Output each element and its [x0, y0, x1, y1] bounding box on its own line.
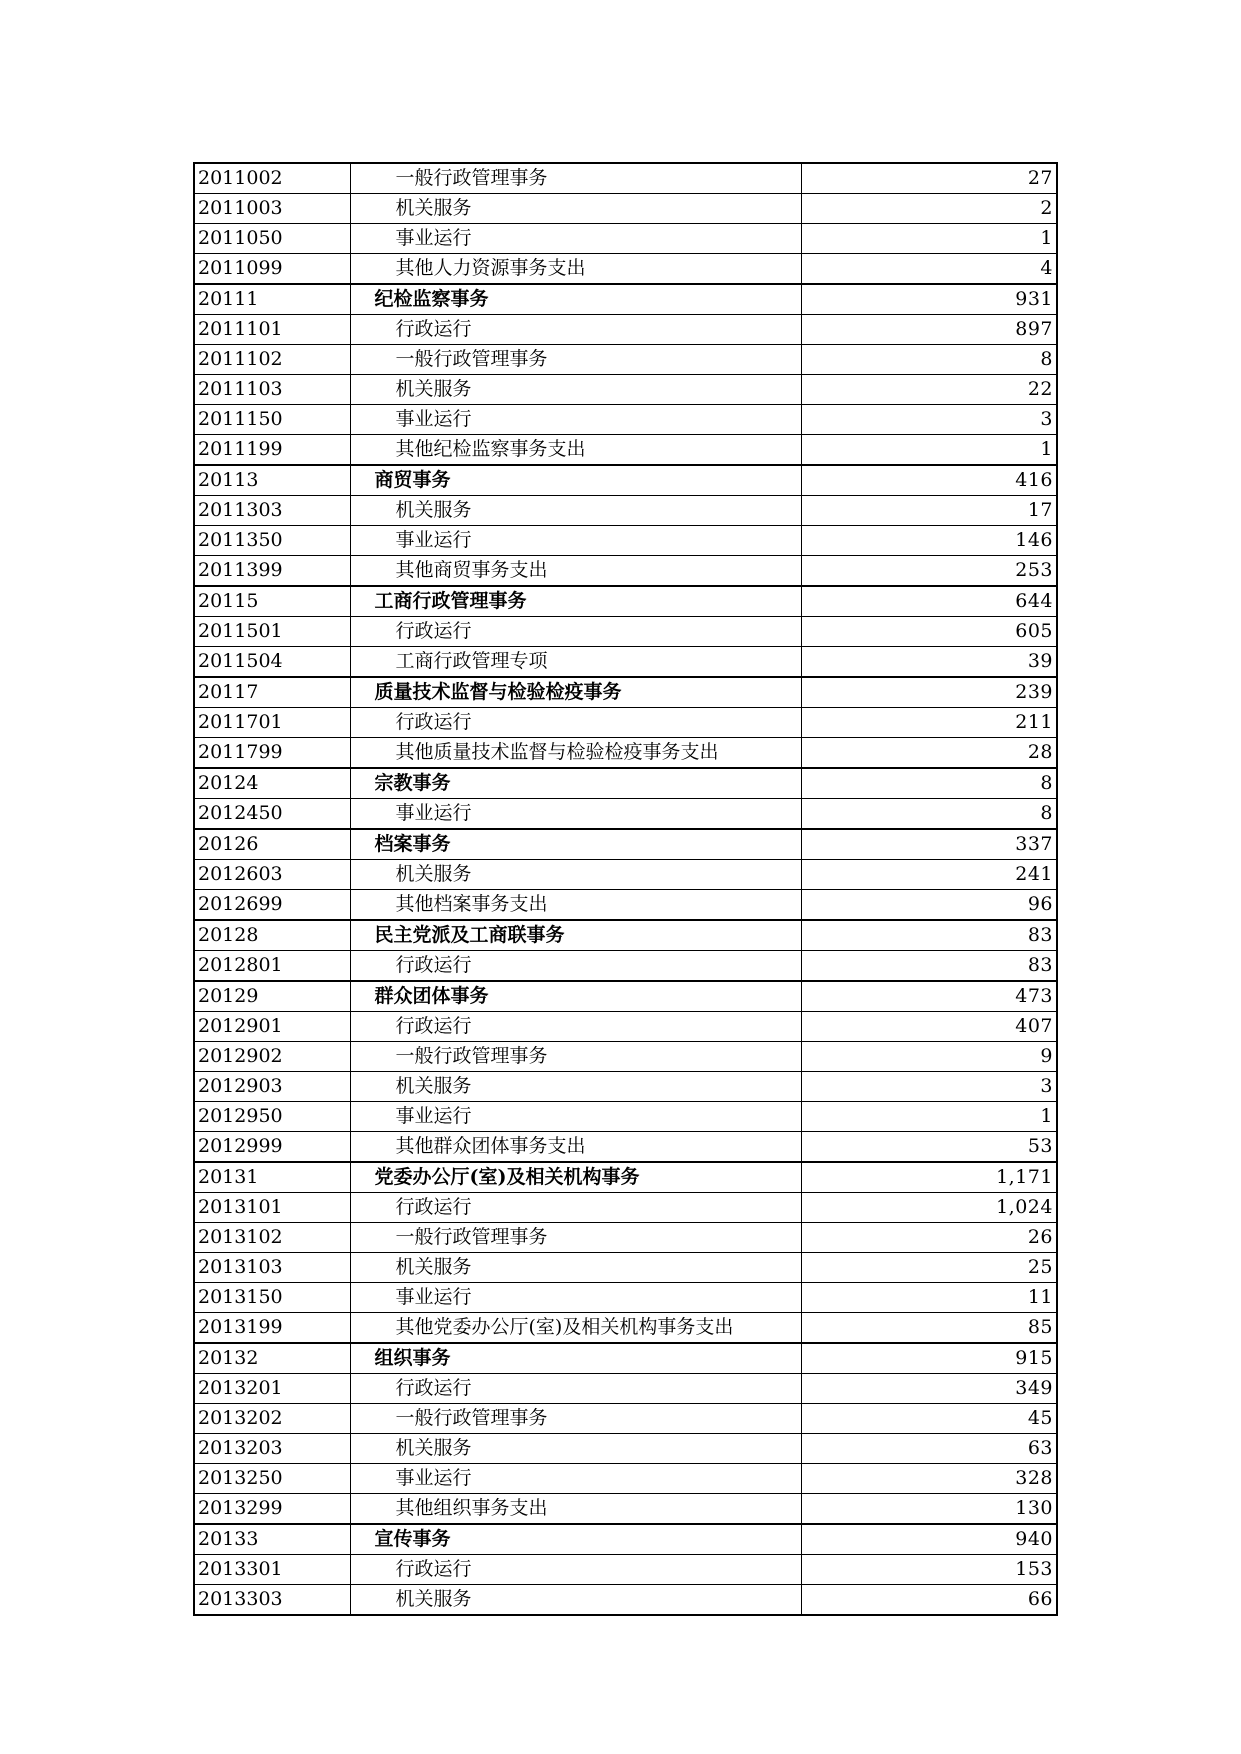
amount-value: 83	[801, 920, 1057, 951]
amount-value: 96	[801, 890, 1057, 921]
item-row	[194, 1132, 1057, 1163]
category-row	[194, 1162, 1057, 1193]
subject-code: 20111	[194, 284, 350, 315]
item-name: 行政运行	[350, 1374, 801, 1404]
subject-code: 2012901	[194, 1012, 350, 1042]
amount-value: 644	[801, 586, 1057, 617]
amount-value: 4	[801, 254, 1057, 285]
amount-value: 605	[801, 617, 1057, 647]
item-row	[194, 1374, 1057, 1404]
category-name: 组织事务	[350, 1343, 801, 1374]
amount-value: 940	[801, 1524, 1057, 1555]
subject-code: 2012699	[194, 890, 350, 921]
item-name: 一般行政管理事务	[350, 1042, 801, 1072]
subject-code: 20124	[194, 768, 350, 799]
item-name: 一般行政管理事务	[350, 345, 801, 375]
amount-value: 83	[801, 951, 1057, 982]
category-name: 宣传事务	[350, 1524, 801, 1555]
amount-value: 1	[801, 224, 1057, 254]
item-row	[194, 194, 1057, 224]
amount-value: 1,171	[801, 1162, 1057, 1193]
subject-code: 2011701	[194, 708, 350, 738]
subject-code: 2011101	[194, 315, 350, 345]
amount-value: 241	[801, 860, 1057, 890]
amount-value: 1	[801, 435, 1057, 466]
subject-code: 20129	[194, 981, 350, 1012]
amount-value: 153	[801, 1555, 1057, 1585]
item-row	[194, 1042, 1057, 1072]
item-row	[194, 1404, 1057, 1434]
subject-code: 2013101	[194, 1193, 350, 1223]
category-row	[194, 768, 1057, 799]
item-row	[194, 1012, 1057, 1042]
item-name: 机关服务	[350, 1434, 801, 1464]
category-row	[194, 1524, 1057, 1555]
subject-code: 2011399	[194, 556, 350, 587]
item-row	[194, 1555, 1057, 1585]
item-row	[194, 1072, 1057, 1102]
item-name: 其他商贸事务支出	[350, 556, 801, 587]
category-row	[194, 829, 1057, 860]
item-row	[194, 1585, 1057, 1616]
category-name: 工商行政管理事务	[350, 586, 801, 617]
subject-code: 2011350	[194, 526, 350, 556]
subject-code: 20132	[194, 1343, 350, 1374]
amount-value: 337	[801, 829, 1057, 860]
subject-code: 2013303	[194, 1585, 350, 1616]
item-name: 行政运行	[350, 1555, 801, 1585]
item-name: 事业运行	[350, 1283, 801, 1313]
category-row	[194, 920, 1057, 951]
amount-value: 253	[801, 556, 1057, 587]
item-name: 行政运行	[350, 708, 801, 738]
amount-value: 28	[801, 738, 1057, 769]
item-row	[194, 375, 1057, 405]
subject-code: 2013150	[194, 1283, 350, 1313]
amount-value: 130	[801, 1494, 1057, 1525]
item-name: 事业运行	[350, 224, 801, 254]
subject-code: 20117	[194, 677, 350, 708]
amount-value: 8	[801, 345, 1057, 375]
item-row	[194, 951, 1057, 982]
subject-code: 20113	[194, 465, 350, 496]
item-name: 事业运行	[350, 526, 801, 556]
item-name: 其他群众团体事务支出	[350, 1132, 801, 1163]
amount-value: 66	[801, 1585, 1057, 1616]
item-row	[194, 1283, 1057, 1313]
item-name: 机关服务	[350, 860, 801, 890]
amount-value: 2	[801, 194, 1057, 224]
item-name: 事业运行	[350, 799, 801, 830]
amount-value: 349	[801, 1374, 1057, 1404]
item-row	[194, 647, 1057, 678]
item-row	[194, 315, 1057, 345]
category-name: 群众团体事务	[350, 981, 801, 1012]
subject-code: 2013103	[194, 1253, 350, 1283]
item-name: 机关服务	[350, 194, 801, 224]
amount-value: 45	[801, 1404, 1057, 1434]
item-name: 机关服务	[350, 375, 801, 405]
item-row	[194, 1434, 1057, 1464]
amount-value: 39	[801, 647, 1057, 678]
amount-value: 25	[801, 1253, 1057, 1283]
item-name: 事业运行	[350, 405, 801, 435]
subject-code: 2012450	[194, 799, 350, 830]
item-name: 行政运行	[350, 1193, 801, 1223]
amount-value: 416	[801, 465, 1057, 496]
item-name: 一般行政管理事务	[350, 1404, 801, 1434]
subject-code: 2011050	[194, 224, 350, 254]
item-name: 行政运行	[350, 1012, 801, 1042]
amount-value: 239	[801, 677, 1057, 708]
item-row	[194, 345, 1057, 375]
item-row	[194, 1313, 1057, 1344]
amount-value: 8	[801, 799, 1057, 830]
amount-value: 328	[801, 1464, 1057, 1494]
subject-code: 2011799	[194, 738, 350, 769]
category-name: 宗教事务	[350, 768, 801, 799]
amount-value: 3	[801, 405, 1057, 435]
category-row	[194, 586, 1057, 617]
amount-value: 211	[801, 708, 1057, 738]
item-row	[194, 496, 1057, 526]
subject-code: 2011099	[194, 254, 350, 285]
item-row	[194, 1223, 1057, 1253]
item-row	[194, 163, 1057, 194]
budget-table-body	[194, 163, 1057, 1615]
item-name: 机关服务	[350, 496, 801, 526]
item-name: 事业运行	[350, 1464, 801, 1494]
amount-value: 85	[801, 1313, 1057, 1344]
item-row	[194, 738, 1057, 769]
subject-code: 2012950	[194, 1102, 350, 1132]
item-name: 其他组织事务支出	[350, 1494, 801, 1525]
item-name: 其他纪检监察事务支出	[350, 435, 801, 466]
item-row	[194, 860, 1057, 890]
budget-expenditure-table	[193, 162, 1058, 1616]
item-name: 其他党委办公厅(室)及相关机构事务支出	[350, 1313, 801, 1344]
subject-code: 20115	[194, 586, 350, 617]
subject-code: 2011504	[194, 647, 350, 678]
item-row	[194, 254, 1057, 285]
amount-value: 26	[801, 1223, 1057, 1253]
amount-value: 1	[801, 1102, 1057, 1132]
category-row	[194, 1343, 1057, 1374]
subject-code: 2011303	[194, 496, 350, 526]
subject-code: 2011003	[194, 194, 350, 224]
item-name: 行政运行	[350, 617, 801, 647]
item-row	[194, 799, 1057, 830]
subject-code: 2012999	[194, 1132, 350, 1163]
item-row	[194, 1253, 1057, 1283]
subject-code: 20131	[194, 1162, 350, 1193]
item-name: 机关服务	[350, 1072, 801, 1102]
item-row	[194, 617, 1057, 647]
category-name: 党委办公厅(室)及相关机构事务	[350, 1162, 801, 1193]
item-name: 工商行政管理专项	[350, 647, 801, 678]
amount-value: 407	[801, 1012, 1057, 1042]
subject-code: 2012603	[194, 860, 350, 890]
item-name: 其他档案事务支出	[350, 890, 801, 921]
subject-code: 20133	[194, 1524, 350, 1555]
subject-code: 20128	[194, 920, 350, 951]
item-row	[194, 435, 1057, 466]
category-row	[194, 284, 1057, 315]
category-row	[194, 981, 1057, 1012]
subject-code: 2012801	[194, 951, 350, 982]
item-name: 一般行政管理事务	[350, 163, 801, 194]
item-name: 行政运行	[350, 315, 801, 345]
item-name: 一般行政管理事务	[350, 1223, 801, 1253]
subject-code: 20126	[194, 829, 350, 860]
amount-value: 17	[801, 496, 1057, 526]
amount-value: 931	[801, 284, 1057, 315]
subject-code: 2012902	[194, 1042, 350, 1072]
amount-value: 473	[801, 981, 1057, 1012]
subject-code: 2013299	[194, 1494, 350, 1525]
subject-code: 2011150	[194, 405, 350, 435]
item-row	[194, 1464, 1057, 1494]
item-row	[194, 890, 1057, 921]
item-name: 行政运行	[350, 951, 801, 982]
item-row	[194, 1102, 1057, 1132]
category-name: 质量技术监督与检验检疫事务	[350, 677, 801, 708]
amount-value: 1,024	[801, 1193, 1057, 1223]
amount-value: 53	[801, 1132, 1057, 1163]
subject-code: 2013202	[194, 1404, 350, 1434]
subject-code: 2013201	[194, 1374, 350, 1404]
category-row	[194, 677, 1057, 708]
item-row	[194, 556, 1057, 587]
amount-value: 63	[801, 1434, 1057, 1464]
subject-code: 2011103	[194, 375, 350, 405]
item-name: 事业运行	[350, 1102, 801, 1132]
subject-code: 2012903	[194, 1072, 350, 1102]
category-name: 纪检监察事务	[350, 284, 801, 315]
amount-value: 3	[801, 1072, 1057, 1102]
subject-code: 2013250	[194, 1464, 350, 1494]
amount-value: 915	[801, 1343, 1057, 1374]
amount-value: 146	[801, 526, 1057, 556]
item-row	[194, 1193, 1057, 1223]
subject-code: 2013102	[194, 1223, 350, 1253]
category-name: 商贸事务	[350, 465, 801, 496]
amount-value: 22	[801, 375, 1057, 405]
subject-code: 2011501	[194, 617, 350, 647]
item-name: 其他质量技术监督与检验检疫事务支出	[350, 738, 801, 769]
subject-code: 2011002	[194, 163, 350, 194]
subject-code: 2013199	[194, 1313, 350, 1344]
amount-value: 8	[801, 768, 1057, 799]
item-row	[194, 405, 1057, 435]
amount-value: 897	[801, 315, 1057, 345]
category-name: 民主党派及工商联事务	[350, 920, 801, 951]
item-row	[194, 1494, 1057, 1525]
category-row	[194, 465, 1057, 496]
item-row	[194, 526, 1057, 556]
item-name: 其他人力资源事务支出	[350, 254, 801, 285]
item-row	[194, 224, 1057, 254]
amount-value: 11	[801, 1283, 1057, 1313]
category-name: 档案事务	[350, 829, 801, 860]
amount-value: 9	[801, 1042, 1057, 1072]
subject-code: 2011102	[194, 345, 350, 375]
item-name: 机关服务	[350, 1253, 801, 1283]
item-row	[194, 708, 1057, 738]
subject-code: 2013301	[194, 1555, 350, 1585]
subject-code: 2013203	[194, 1434, 350, 1464]
item-name: 机关服务	[350, 1585, 801, 1616]
amount-value: 27	[801, 163, 1057, 194]
subject-code: 2011199	[194, 435, 350, 466]
